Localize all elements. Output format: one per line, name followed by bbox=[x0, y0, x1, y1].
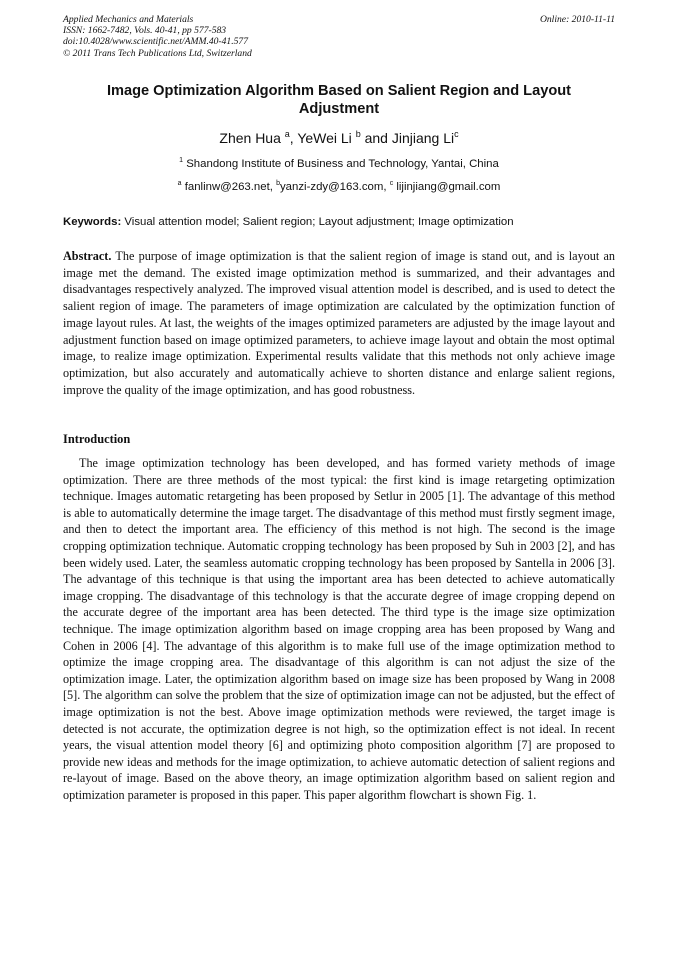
paper-title: Image Optimization Algorithm Based on Salient Region and Layout Adjustment bbox=[106, 83, 572, 117]
author-emails bbox=[63, 180, 615, 194]
abstract-text: The purpose of image optimization is that the salient region of image is stand out, and is layout an image met the demand. The existed image optimization method is summarized, and their advantages and disadvantages respectively analyzed. The improved visual attention model is described, and is used to detect the salient region of image. The parameters of image optimization are calculated by the optimization function of image layout rules. At last, the weights of the images optimized parameters are adjusted by the image layout and adjustment function based on image optimized parameters, to achieve image layout and obtain the most optimal image, to realize image optimization. Experimental results validate that this methods not only achieve image optimization, but also accurately and automatically achieve to shorten distance and enlarge salient regions, improve the quality of the image optimization, and has good robustness. bbox=[63, 249, 615, 397]
email-text: fanlinw@263.net, bbox=[181, 181, 277, 193]
email-text: yanzi-zdy@163.com, bbox=[279, 181, 390, 193]
journal-issn: ISSN: 1662-7482, Vols. 40-41, pp 577-583 bbox=[63, 25, 227, 37]
section-heading-introduction: Introduction bbox=[63, 432, 131, 446]
introduction-paragraph: The image optimization technology has been developed, and has formed variety methods of image optimization. There are three methods of the most typical: the first kind is image retargeting optimization technique. Images automatic retargeting has been proposed by Setlur in 2005 [1]. The advantage of this method is able to automatically determine the image target. The disadvantage of this method must firstly segment image, and then to detect the important area. The efficiency of this method is not high. The second is the image cropping optimization technique. Automatic cropping technology has been proposed by Suh in 2003 [2], and has been widely used. Later, the seamless automatic cropping technology has been proposed by Santella in 2006 [3]. The advantage of this technique is that using the important area has been detected to achieve automatically image cropping. The disadvantage of this technology is that the accurate degree of image cropping depend on the accurate degree of the important area has been detected. The third type is the image size optimization technique. The image optimization algorithm based on image cropping area has been proposed by Wang and Cohen in 2006 [4]. The advantage of this algorithm is to make full use of the image optimization method to optimize the image cropping area. The disadvantage of this algorithm is can not adjust the size of the optimization image. Later, the optimization algorithm based on image size has been proposed by Wang in 2008 [5]. The algorithm can solve the problem that the size of optimization image can not be adjusted, but the effect of image optimization is not the best. Above image optimization methods were reviewed, the target image is detected is not accurate, the optimization degree is not high, so the optimization effect is not ideal. In recent years, the visual attention model theory [6] and optimizing photo composition algorithm [7] are proposed to provide new ideas and methods for the image optimization, to achieve automatic detection of salient regions and re-layout of image. Based on the above theory, an image optimization algorithm based on salient region and optimization parameter is proposed in this paper. This paper algorithm flowchart is shown Fig. 1. bbox=[63, 456, 615, 802]
journal-header bbox=[63, 14, 615, 59]
abstract-label: Abstract. bbox=[63, 249, 112, 263]
author-affil-mark: a bbox=[284, 129, 290, 139]
keywords bbox=[63, 215, 615, 229]
email-mark: b bbox=[276, 180, 280, 187]
affiliation-text: Shandong Institute of Business and Technology, Yantai, China bbox=[183, 158, 499, 170]
affiliation bbox=[63, 157, 615, 171]
author-name: Zhen Hua bbox=[219, 130, 281, 146]
journal-name: Applied Mechanics and Materials bbox=[63, 14, 194, 25]
affiliation-mark: 1 bbox=[179, 157, 184, 164]
journal-copyright: © 2011 Trans Tech Publications Ltd, Switzerland bbox=[63, 47, 252, 59]
email-text: lijinjiang@gmail.com bbox=[393, 181, 501, 193]
author-affil-mark: c bbox=[454, 129, 459, 139]
keywords-text: Visual attention model; Salient region; Layout adjustment; Image optimization bbox=[121, 216, 514, 228]
author-name: Jinjiang Li bbox=[391, 130, 455, 146]
author-affil-mark: b bbox=[355, 129, 361, 139]
author-list bbox=[63, 129, 615, 147]
abstract bbox=[63, 248, 615, 398]
author-separator: , bbox=[289, 130, 298, 146]
email-mark: c bbox=[389, 180, 394, 187]
email-mark: a bbox=[177, 180, 182, 187]
author-separator: and bbox=[360, 130, 392, 146]
online-date: Online: 2010-11-11 bbox=[539, 14, 615, 25]
author-name: YeWei Li bbox=[297, 130, 352, 146]
journal-doi: doi:10.4028/www.scientific.net/AMM.40-41.577 bbox=[63, 36, 249, 48]
keywords-label: Keywords: bbox=[63, 216, 122, 228]
